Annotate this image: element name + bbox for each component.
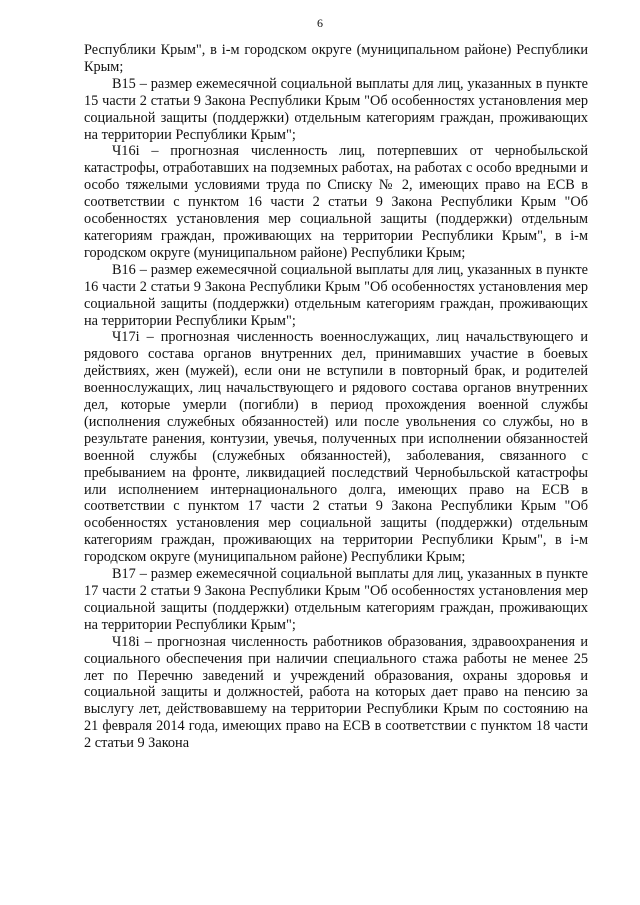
paragraph-ch18i: Ч18i – прогнозная численность работников образования, здравоохранения и социального обеспечения при наличии специального стажа работы не менее 25 лет по Перечню заведений и учреждений образования, охраны здоровья и социальной защиты и должностей, работа на которых дает право на пенсию за выслугу лет, действовавшему на территории Республики Крым по состоянию на 21 февраля 2014 года, имеющих право на ЕСВ в соответствии с пунктом 18 части 2 статьи 9 Закона xyxy=(84,633,588,752)
page-number: 6 xyxy=(317,16,323,30)
paragraph-b16: В16 – размер ежемесячной социальной выплаты для лиц, указанных в пункте 16 части 2 статьи 9 Закона Республики Крым "Об особенностях установления мер социальной защиты (поддержки) отдельным категориям граждан, проживающих на территории Республики Крым"; xyxy=(84,261,588,329)
paragraph-b15: В15 – размер ежемесячной социальной выплаты для лиц, указанных в пункте 15 части 2 статьи 9 Закона Республики Крым "Об особенностях установления мер социальной защиты (поддержки) отдельным категориям граждан, проживающих на территории Республики Крым"; xyxy=(84,75,588,143)
document-body xyxy=(84,42,588,752)
paragraph-ch16i: Ч16i – прогнозная численность лиц, потерпевших от чернобыльской катастрофы, отработавших на подземных работах, на работах с особо вредными и особо тяжелыми условиями труда по Списку № 2, имеющих право на ЕСВ в соответствии с пунктом 16 части 2 статьи 9 Закона Республики Крым "Об особенностях установления мер социальной защиты (поддержки) отдельным категориям граждан, проживающих на территории Республики Крым", в i-м городском округе (муниципальном районе) Республики Крым; xyxy=(84,143,588,261)
paragraph-continuation: Республики Крым", в i-м городском округе (муниципальном районе) Республики Крым; xyxy=(84,42,588,75)
paragraph-ch17i: Ч17i – прогнозная численность военнослужащих, лиц начальствующего и рядового состава органов внутренних дел, принимавших участие в боевых действиях, жен (мужей), если они не вступили в повторный брак, и родителей военнослужащих, лиц начальствующего и рядового состава органов внутренних дел, которые умерли (погибли) в период прохождения военной службы (исполнения служебных обязанностей) или после увольнения со службы, но в результате ранения, контузии, увечья, полученных при исполнении обязанностей военной службы (служебных обязанностей), заболевания, связанного с пребыванием на фронте, ликвидацией последствий Чернобыльской катастрофы или исполнением интернационального долга, имеющих право на ЕСВ в соответствии с пунктом 17 части 2 статьи 9 Закона Республики Крым "Об особенностях установления мер социальной защиты (поддержки) отдельным категориям граждан, проживающих на территории Республики Крым", в i-м городском округе (муниципальном районе) Республики Крым; xyxy=(84,329,588,566)
paragraph-b17: В17 – размер ежемесячной социальной выплаты для лиц, указанных в пункте 17 части 2 статьи 9 Закона Республики Крым "Об особенностях установления мер социальной защиты (поддержки) отдельным категориям граждан, проживающих на территории Республики Крым"; xyxy=(84,566,588,633)
